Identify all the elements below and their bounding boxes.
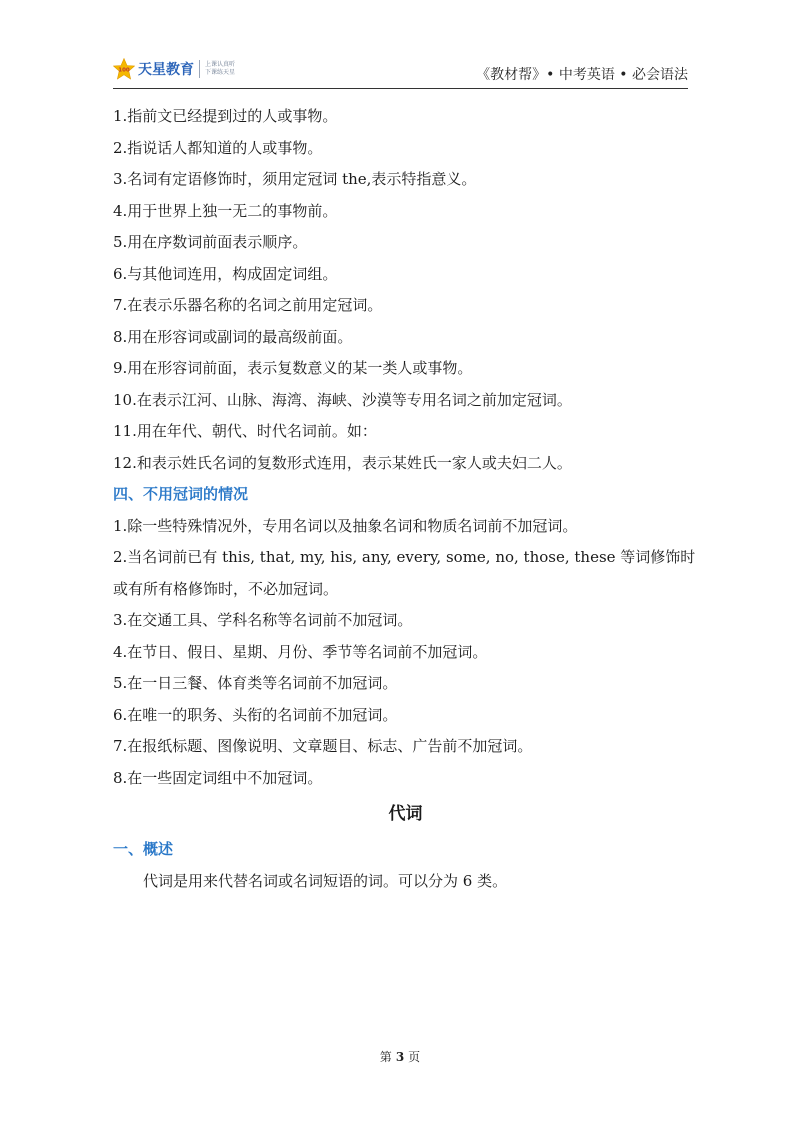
star-logo-icon: [113, 58, 135, 80]
footer-prefix: 第: [379, 1050, 392, 1064]
page-content: [113, 101, 698, 897]
list-item: 7.在表示乐器名称的名词之前用定冠词。: [113, 296, 383, 314]
header-divider: [113, 88, 688, 89]
logo-divider: [199, 60, 200, 78]
slogan-line-2: 下课练天星: [205, 69, 236, 76]
logo-badge-text: 100: [118, 67, 130, 74]
slogan-line-1: 上课认真听: [205, 61, 236, 68]
page-number: 3: [395, 1050, 405, 1064]
list-item: 3.名词有定语修饰时，须用定冠词 the,表示特指意义。: [113, 170, 477, 188]
list-item: 2.指说话人都知道的人或事物。: [113, 138, 323, 157]
list-item-continuation: 或有所有格修饰时，不必加冠词。: [113, 579, 339, 598]
list-item: 5.在一日三餐、体育类等名词前不加冠词。: [113, 674, 398, 692]
chapter-title: 代词: [388, 804, 423, 824]
list-item: 5.用在序数词前面表示顺序。: [113, 233, 308, 251]
section-heading: 一、概述: [113, 840, 174, 858]
list-item: 2.当名词前已有 this, that, my, his, any, every, some, no, those, these 等词修饰时: [113, 548, 696, 566]
list-item: 9.用在形容词前面，表示复数意义的某一类人或事物。: [113, 359, 473, 377]
list-item: 6.在唯一的职务、头衔的名词前不加冠词。: [113, 705, 398, 724]
list-item: 8.在一些固定词组中不加冠词。: [113, 768, 323, 787]
list-item: 1.指前文已经提到过的人或事物。: [113, 107, 338, 125]
logo-slogan: [205, 61, 235, 77]
page-footer: [0, 1048, 800, 1065]
list-item: 12.和表示姓氏名词的复数形式连用，表示某姓氏一家人或夫妇二人。: [113, 453, 572, 472]
list-item: 7.在报纸标题、图像说明、文章题目、标志、广告前不加冠词。: [113, 737, 533, 755]
paragraph: 代词是用来代替名词或名词短语的词。可以分为 6 类。: [143, 871, 508, 890]
list-item: 1.除一些特殊情况外，专用名词以及抽象名词和物质名词前不加冠词。: [113, 516, 578, 535]
list-item: 10.在表示江河、山脉、海湾、海峡、沙漠等专用名词之前加定冠词。: [113, 390, 572, 409]
header-doc-title: 《教材帮》• 中考英语 • 必会语法: [476, 67, 688, 83]
list-item: 8.用在形容词或副词的最高级前面。: [113, 327, 353, 346]
list-item: 3.在交通工具、学科名称等名词前不加冠词。: [113, 611, 413, 629]
section-heading: 四、不用冠词的情况: [113, 485, 249, 503]
list-item: 6.与其他词连用，构成固定词组。: [113, 264, 338, 283]
logo-name: 天星教育: [138, 62, 194, 78]
list-item: 11.用在年代、朝代、时代名词前。如：: [113, 422, 377, 440]
list-item: 4.用于世界上独一无二的事物前。: [113, 201, 338, 220]
page-header: [113, 56, 688, 96]
list-item: 4.在节日、假日、星期、月份、季节等名词前不加冠词。: [113, 642, 488, 661]
logo: [113, 56, 235, 82]
footer-suffix: 页: [408, 1050, 421, 1064]
